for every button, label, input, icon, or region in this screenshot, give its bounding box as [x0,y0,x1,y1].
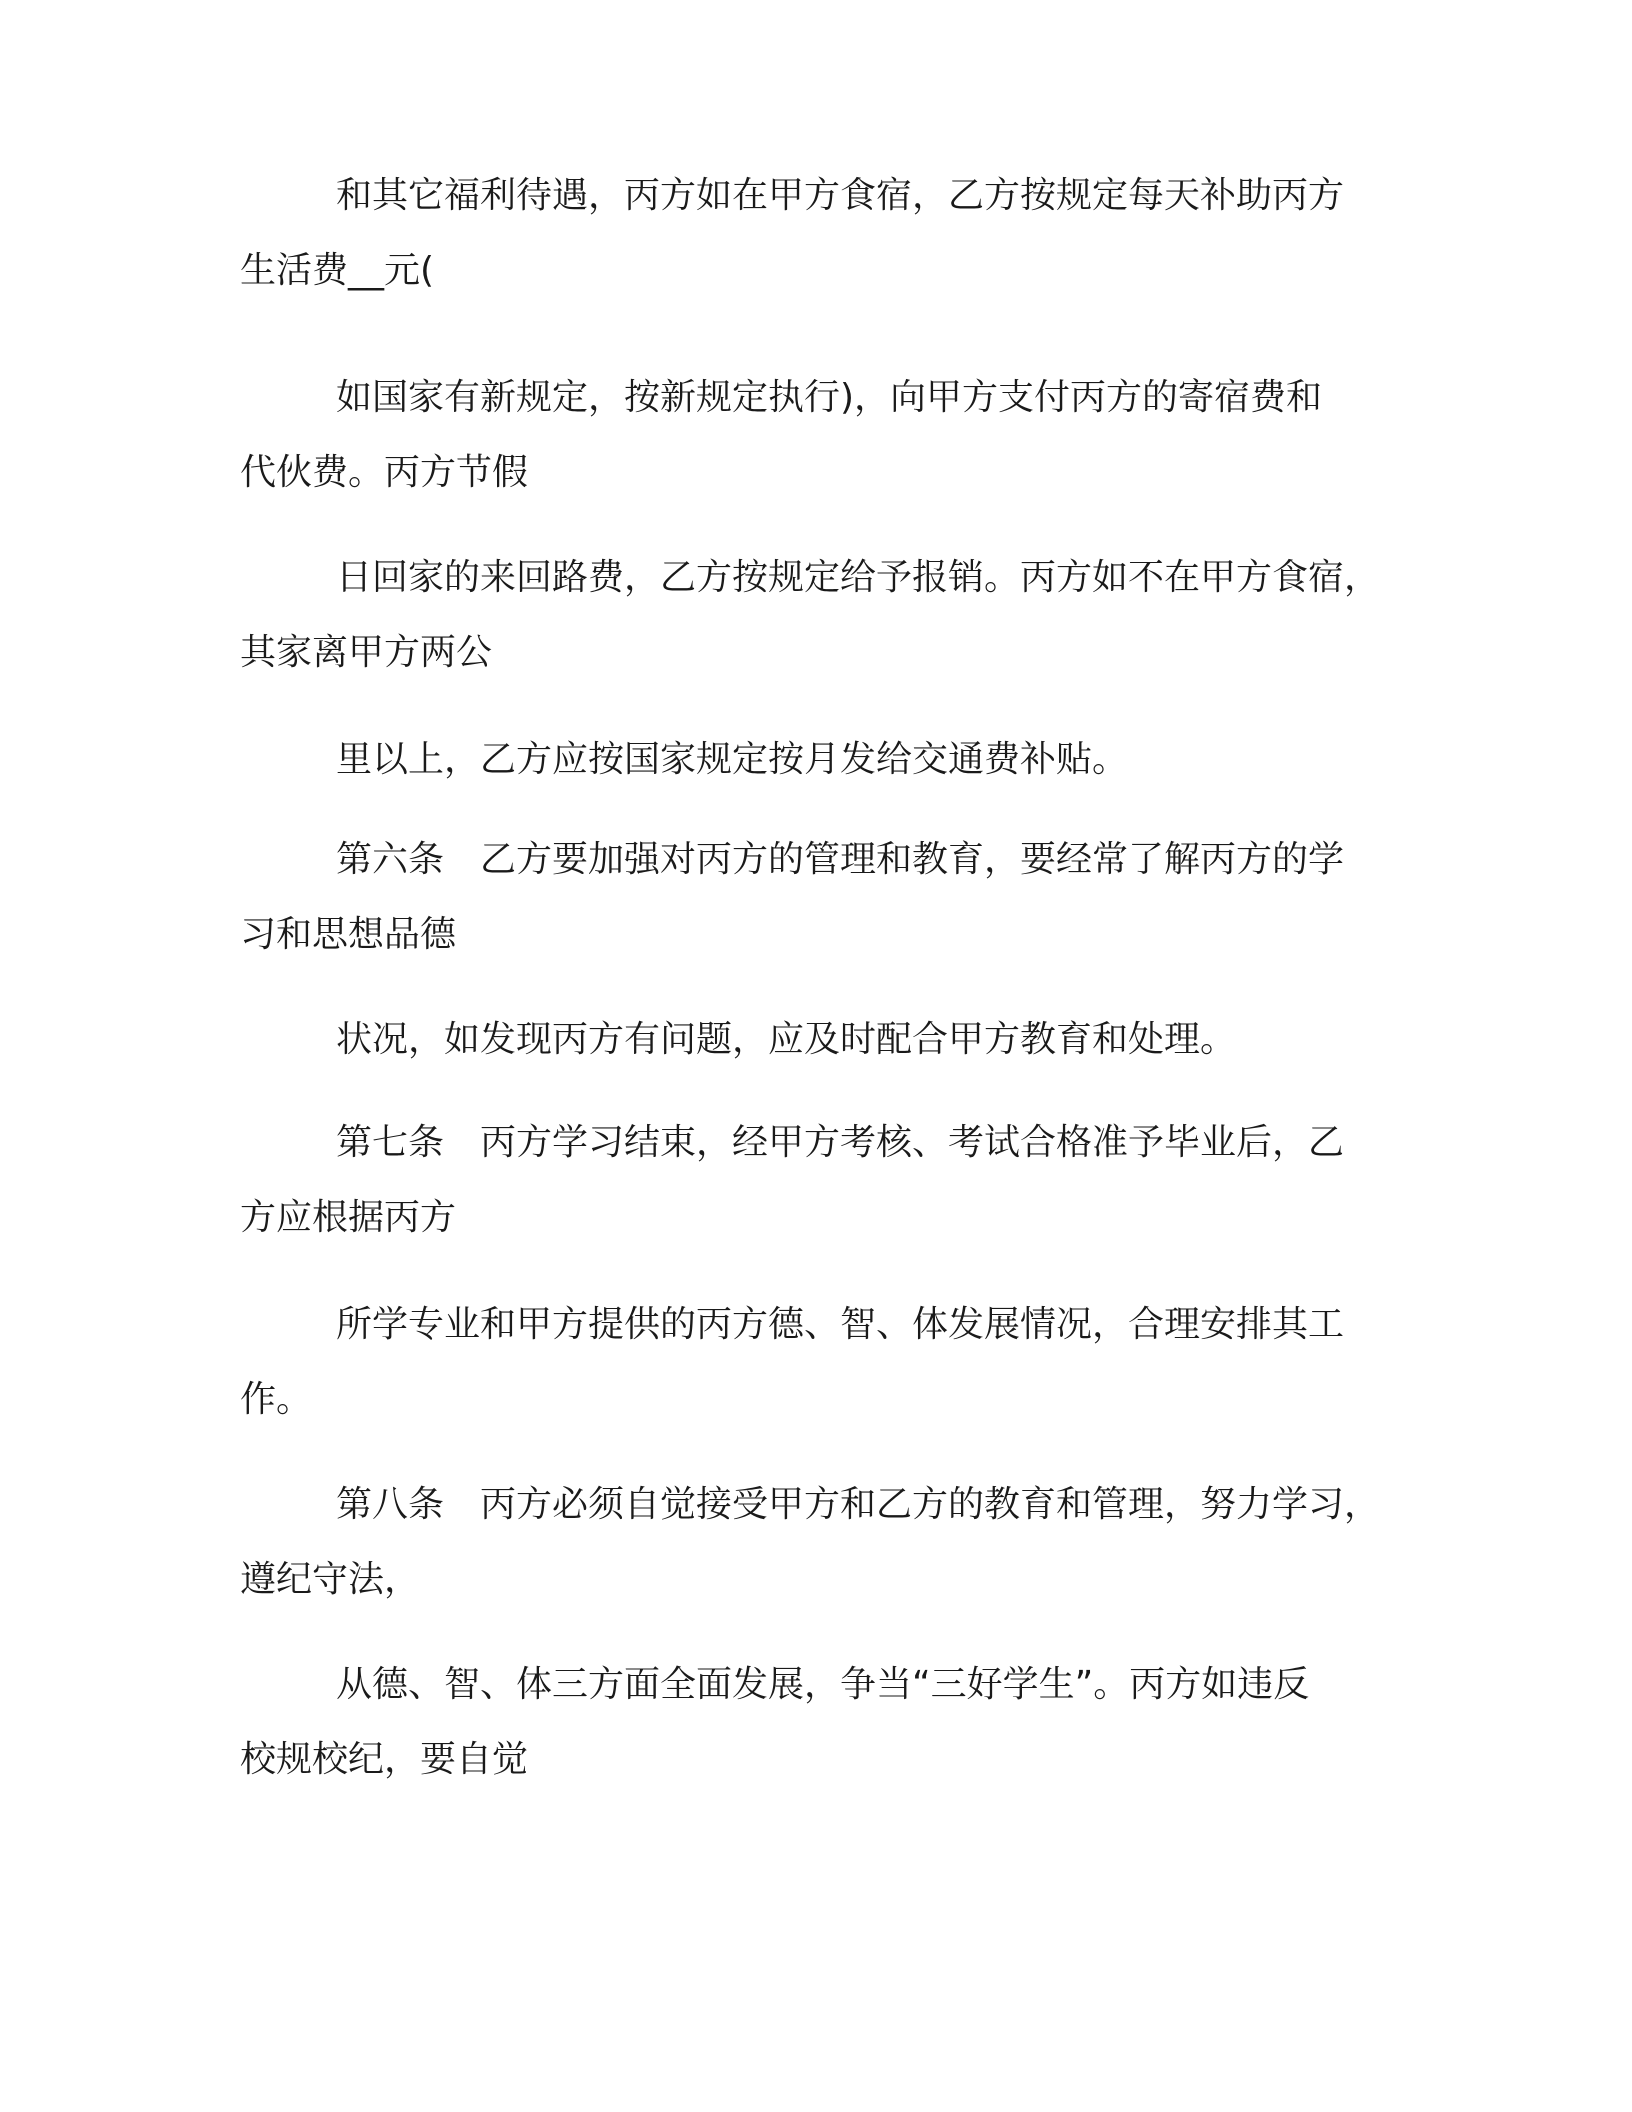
paragraph-travel-fee [240,540,1400,690]
paragraph-line: 作。 [240,1379,313,1420]
paragraph-line: 状况，如发现丙方有问题，应及时配合甲方教育和处理。 [336,1019,1237,1060]
paragraph-line: 里以上，乙方应按国家规定按月发给交通费补贴。 [336,739,1129,780]
paragraph-line: 日回家的来回路费，乙方按规定给予报销。丙方如不在甲方食宿， [336,557,1381,598]
paragraph-line: 生活费__元( [240,250,435,291]
paragraph-discipline [240,1647,1400,1797]
paragraph-line: 代伙费。丙方节假 [240,452,529,493]
paragraph-line: 从德、智、体三方面全面发展，争当“三好学生”。丙方如违反 [336,1664,1310,1705]
paragraph-line: 第八条 丙方必须自觉接受甲方和乙方的教育和管理，努力学习， [336,1484,1381,1525]
article-8 [240,1467,1400,1617]
paragraph-line: 校规校纪，要自觉 [240,1739,529,1780]
paragraph-line: 方应根据丙方 [240,1197,457,1238]
paragraph-line: 如国家有新规定，按新规定执行)，向甲方支付丙方的寄宿费和 [336,377,1323,418]
paragraph-line: 第七条 丙方学习结束，经甲方考核、考试合格准予毕业后，乙 [336,1122,1345,1163]
article-6 [240,822,1400,972]
paragraph-line: 和其它福利待遇，丙方如在甲方食宿，乙方按规定每天补助丙方 [336,175,1345,216]
paragraph-line: 其家离甲方两公 [240,632,493,673]
paragraph-line: 第六条 乙方要加强对丙方的管理和教育，要经常了解丙方的学 [336,839,1345,880]
paragraph-status [240,1002,1400,1077]
paragraph-line: 遵纪守法， [240,1559,421,1600]
paragraph-line: 习和思想品德 [240,914,457,955]
paragraph-boarding-fee [240,360,1400,510]
article-7 [240,1105,1400,1255]
paragraph-job-assignment [240,1287,1400,1437]
paragraph-welfare [240,158,1400,308]
paragraph-transport-subsidy [240,722,1400,797]
paragraph-line: 所学专业和甲方提供的丙方德、智、体发展情况，合理安排其工 [336,1304,1345,1345]
